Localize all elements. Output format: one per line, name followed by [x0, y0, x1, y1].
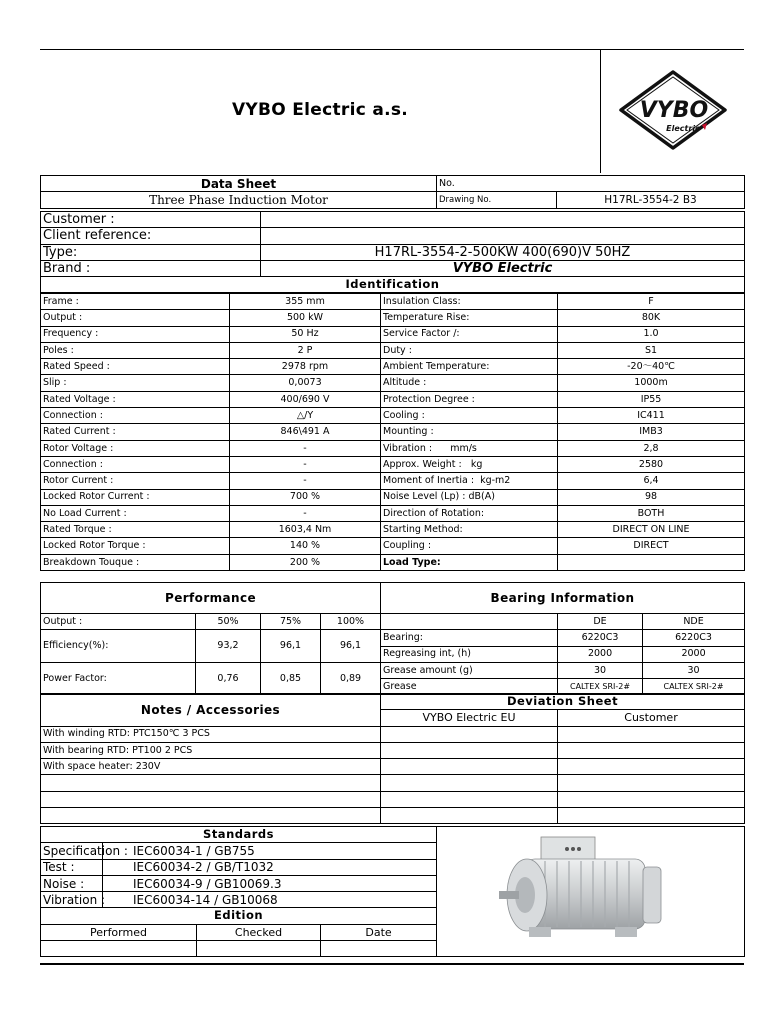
standard-value: IEC60034-2 / GB/T1032 [103, 859, 437, 875]
ident-left-label: Output : [41, 310, 230, 326]
standards-edition-table [40, 826, 745, 957]
edition-performed-header: Performed [41, 924, 197, 940]
notes-deviation-table [40, 693, 745, 824]
bearing-row-label: Bearing: [381, 630, 558, 646]
grease-nde: CALTEX SRI-2# [643, 679, 745, 695]
deviation-title: Deviation Sheet [381, 694, 745, 710]
deviation-cell [381, 791, 558, 807]
bearing-title: Bearing Information [381, 583, 745, 614]
ident-right-value [558, 554, 745, 570]
ident-right-value: 2,8 [558, 440, 745, 456]
deviation-cell [558, 808, 745, 824]
grease-amount-label: Grease amount (g) [381, 662, 558, 678]
standard-label: Specification : [41, 843, 103, 859]
no-label: No. [437, 176, 745, 192]
title-block [40, 175, 745, 209]
ident-left-label: Rated Current : [41, 424, 230, 440]
note-item [41, 775, 381, 791]
note-item: With space heater: 230V [41, 759, 381, 775]
ident-right-label: Protection Degree : [381, 391, 558, 407]
deviation-cell [558, 775, 745, 791]
svg-text:VYBO: VYBO [639, 98, 709, 123]
ident-left-value: - [230, 456, 381, 472]
ident-right-label: Duty : [381, 342, 558, 358]
identification-row [41, 326, 745, 342]
ident-right-value: IC411 [558, 408, 745, 424]
identification-row [41, 505, 745, 521]
identification-row [41, 473, 745, 489]
customer-label: Customer : [41, 212, 261, 228]
standard-label: Noise : [41, 875, 103, 891]
bearing-nde: 6220C3 [643, 630, 745, 646]
identification-row [41, 408, 745, 424]
deviation-right-header: Customer [558, 710, 745, 726]
identification-row [41, 375, 745, 391]
ident-left-label: Frequency : [41, 326, 230, 342]
ident-left-label: Rotor Voltage : [41, 440, 230, 456]
ident-left-label: Slip : [41, 375, 230, 391]
ident-right-label: Mounting : [381, 424, 558, 440]
ident-right-label: Starting Method: [381, 522, 558, 538]
drawing-no-value: H17RL-3554-2 B3 [557, 192, 745, 208]
ident-right-label: Moment of Inertia : kg-m2 [381, 473, 558, 489]
grease-amount-nde: 30 [643, 662, 745, 678]
ident-left-value: 1603,4 Nm [230, 522, 381, 538]
type-value: H17RL-3554-2-500KW 400(690)V 50HZ [261, 244, 745, 260]
ident-right-label: Approx. Weight : kg [381, 456, 558, 472]
ident-left-label: Locked Rotor Torque : [41, 538, 230, 554]
grease-label: Grease [381, 679, 558, 695]
bearing-de: 6220C3 [558, 630, 643, 646]
ident-right-label: Cooling : [381, 408, 558, 424]
vybo-logo-icon [601, 50, 745, 173]
ident-left-label: Connection : [41, 408, 230, 424]
ident-right-value: BOTH [558, 505, 745, 521]
ident-left-label: Connection : [41, 456, 230, 472]
grease-de: CALTEX SRI-2# [558, 679, 643, 695]
deviation-cell [381, 742, 558, 758]
identification-row [41, 489, 745, 505]
standards-title: Standards [41, 827, 437, 843]
identification-row [41, 554, 745, 570]
ident-right-value: 80K [558, 310, 745, 326]
ident-left-label: Rated Speed : [41, 359, 230, 375]
motor-subtitle: Three Phase Induction Motor [41, 192, 437, 208]
ident-right-value: -20〜40℃ [558, 359, 745, 375]
identification-row [41, 294, 745, 310]
deviation-cell [558, 726, 745, 742]
efficiency-100: 96,1 [321, 630, 381, 663]
client-reference-value [261, 228, 745, 244]
ident-left-value: 400/690 V [230, 391, 381, 407]
drawing-no-label: Drawing No. [437, 192, 557, 208]
deviation-cell [381, 808, 558, 824]
ident-left-value: △/Y [230, 408, 381, 424]
edition-date-cell [321, 941, 437, 957]
performance-title: Performance [41, 583, 381, 614]
ident-left-value: 500 kW [230, 310, 381, 326]
ident-right-label: Load Type: [381, 554, 558, 570]
edition-title: Edition [41, 908, 437, 924]
ident-left-value: - [230, 440, 381, 456]
bearing-col-de: DE [558, 614, 643, 630]
standard-label: Vibration : [41, 892, 103, 908]
ident-right-value: 1000m [558, 375, 745, 391]
ident-left-label: Rated Torque : [41, 522, 230, 538]
ident-right-value: DIRECT [558, 538, 745, 554]
notes-title: Notes / Accessories [41, 694, 381, 727]
note-item: With winding RTD: PTC150℃ 3 PCS [41, 726, 381, 742]
ident-right-value: 98 [558, 489, 745, 505]
client-reference-label: Client reference: [41, 228, 261, 244]
deviation-cell [381, 759, 558, 775]
ident-right-label: Temperature Rise: [381, 310, 558, 326]
performance-output-label: Output : [41, 614, 196, 630]
motor-image-cell [437, 827, 745, 957]
edition-checked-header: Checked [197, 924, 321, 940]
ident-left-value: - [230, 505, 381, 521]
ident-left-label: No Load Current : [41, 505, 230, 521]
efficiency-75: 96,1 [261, 630, 321, 663]
regreasing-de: 2000 [558, 646, 643, 662]
power-factor-100: 0,89 [321, 662, 381, 695]
ident-left-value: 2978 rpm [230, 359, 381, 375]
identification-row [41, 342, 745, 358]
efficiency-50: 93,2 [196, 630, 261, 663]
ident-right-value: IMB3 [558, 424, 745, 440]
ident-left-label: Frame : [41, 294, 230, 310]
company-name: VYBO Electric a.s. [231, 100, 409, 120]
ident-right-value: IP55 [558, 391, 745, 407]
customer-block [40, 211, 745, 293]
deviation-cell [558, 742, 745, 758]
standard-value: IEC60034-14 / GB10068 [103, 892, 437, 908]
deviation-cell [381, 775, 558, 791]
ident-left-label: Breakdown Touque : [41, 554, 230, 570]
power-factor-50: 0,76 [196, 662, 261, 695]
perf-col-100: 100% [321, 614, 381, 630]
customer-value [261, 212, 745, 228]
type-label: Type: [41, 244, 261, 260]
ident-right-value: 6,4 [558, 473, 745, 489]
ident-left-label: Rotor Current : [41, 473, 230, 489]
ident-left-value: 50 Hz [230, 326, 381, 342]
standard-value: IEC60034-1 / GB755 [103, 843, 437, 859]
identification-row [41, 538, 745, 554]
edition-checked-cell [197, 941, 321, 957]
efficiency-label: Efficiency(%): [41, 630, 196, 663]
identification-row [41, 391, 745, 407]
ident-right-label: Vibration : mm/s [381, 440, 558, 456]
bearing-col-nde: NDE [643, 614, 745, 630]
motor-image-icon [437, 827, 743, 955]
performance-bearing-table [40, 582, 745, 695]
regreasing-label: Regreasing int, (h) [381, 646, 558, 662]
identification-row [41, 440, 745, 456]
ident-left-value: 700 % [230, 489, 381, 505]
deviation-cell [381, 726, 558, 742]
ident-left-value: 200 % [230, 554, 381, 570]
ident-right-label: Insulation Class: [381, 294, 558, 310]
ident-right-label: Service Factor /: [381, 326, 558, 342]
ident-left-value: 0,0073 [230, 375, 381, 391]
ident-right-value: F [558, 294, 745, 310]
regreasing-nde: 2000 [643, 646, 745, 662]
data-sheet [40, 49, 744, 965]
ident-right-label: Noise Level (Lp) : dB(A) [381, 489, 558, 505]
standard-label: Test : [41, 859, 103, 875]
ident-left-value: 846\491 A [230, 424, 381, 440]
ident-left-value: 140 % [230, 538, 381, 554]
deviation-cell [558, 759, 745, 775]
brand-value: VYBO Electric [261, 260, 745, 276]
ident-right-label: Altitude : [381, 375, 558, 391]
brand-label: Brand : [41, 260, 261, 276]
logo-box [600, 50, 744, 173]
grease-amount-de: 30 [558, 662, 643, 678]
ident-left-label: Locked Rotor Current : [41, 489, 230, 505]
ident-right-label: Coupling : [381, 538, 558, 554]
ident-right-value: DIRECT ON LINE [558, 522, 745, 538]
edition-date-header: Date [321, 924, 437, 940]
power-factor-75: 0,85 [261, 662, 321, 695]
identification-table [40, 293, 745, 571]
standard-value: IEC60034-9 / GB10069.3 [103, 875, 437, 891]
header [40, 50, 744, 173]
identification-row [41, 456, 745, 472]
identification-row [41, 522, 745, 538]
perf-col-75: 75% [261, 614, 321, 630]
edition-performed-cell [41, 941, 197, 957]
ident-right-label: Ambient Temperature: [381, 359, 558, 375]
data-sheet-title: Data Sheet [41, 176, 437, 192]
note-item [41, 808, 381, 824]
identification-title: Identification [41, 277, 745, 293]
ident-left-label: Rated Voltage : [41, 391, 230, 407]
deviation-cell [558, 791, 745, 807]
note-item: With bearing RTD: PT100 2 PCS [41, 742, 381, 758]
svg-text:Electric: Electric [666, 124, 700, 133]
ident-left-label: Poles : [41, 342, 230, 358]
power-factor-label: Power Factor: [41, 662, 196, 695]
note-item [41, 791, 381, 807]
deviation-left-header: VYBO Electric EU [381, 710, 558, 726]
ident-right-value: 2580 [558, 456, 745, 472]
ident-right-label: Direction of Rotation: [381, 505, 558, 521]
perf-col-50: 50% [196, 614, 261, 630]
identification-row [41, 359, 745, 375]
identification-row [41, 424, 745, 440]
bearing-header-blank [381, 614, 558, 630]
ident-left-value: - [230, 473, 381, 489]
ident-left-value: 355 mm [230, 294, 381, 310]
identification-row [41, 310, 745, 326]
ident-left-value: 2 P [230, 342, 381, 358]
ident-right-value: 1.0 [558, 326, 745, 342]
ident-right-value: S1 [558, 342, 745, 358]
